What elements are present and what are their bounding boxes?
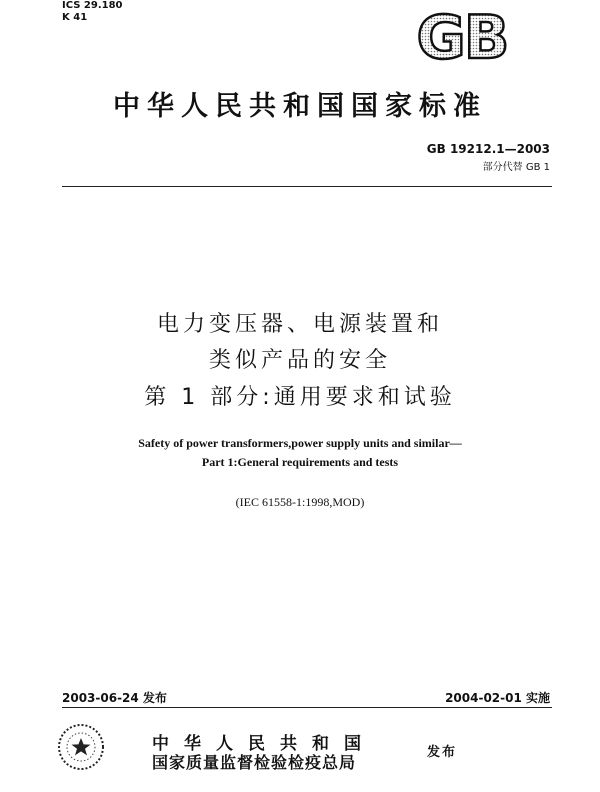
classification-codes [62,0,123,24]
cn-title-line-1: 电力变压器、电源装置和 [156,312,443,337]
issue-word: 发布 [427,745,458,760]
bottom-divider [62,707,552,708]
issuer-line-1: 中华人民共和国 [152,734,376,754]
ics-code: ICS 29.180 [62,0,123,11]
issuer-line-2: 国家质量监督检验检疫总局 [152,753,357,772]
gb-logo-text: GB [416,8,508,62]
replaces-note: 部分代替 GB 1 [482,162,550,173]
cn-title-line-2: 类似产品的安全 [208,348,391,373]
ccs-code: K 41 [62,12,88,23]
cn-title-line-3: 第 1 部分:通用要求和试验 [144,385,456,410]
en-title-line-1: Safety of power transformers,power supply units and similar— [138,436,462,450]
implementation-date: 2004-02-01 实施 [445,691,550,705]
top-divider [62,186,552,187]
national-standard-heading: 中华人民共和国国家标准 [113,91,487,122]
issuer-seal-icon [56,722,106,772]
standard-number: GB 19212.1—2003 [426,142,550,156]
adoption-note: (IEC 61558-1:1998,MOD) [235,495,365,509]
issue-date: 2003-06-24 发布 [62,691,167,705]
gb-logo [403,8,521,62]
en-title-line-2: Part 1:General requirements and tests [201,455,399,469]
